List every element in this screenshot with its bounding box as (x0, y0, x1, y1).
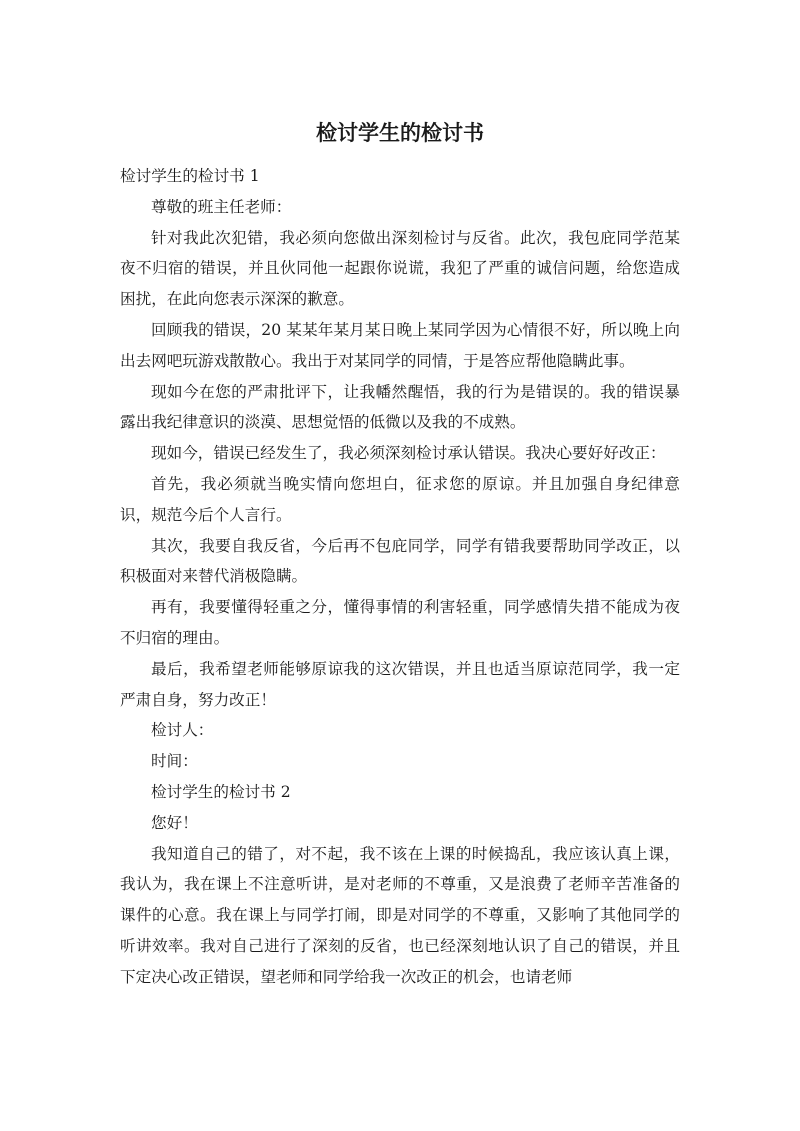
paragraph: 针对我此次犯错，我必须向您做出深刻检讨与反省。此次，我包庇同学范某夜不归宿的错误，并且伙同他一起跟你说谎，我犯了严重的诚信问题，给您造成困扰，在此向您表示深深的歉意。 (120, 228, 680, 309)
paragraph: 现如今，错误已经发生了，我必须深刻检讨承认错误。我决心要好好改正： (151, 444, 666, 463)
paragraph: 时间： (151, 752, 198, 771)
paragraph: 再有，我要懂得轻重之分，懂得事情的利害轻重，同学感情失措不能成为夜不归宿的理由。 (120, 598, 680, 647)
paragraph: 检讨人： (151, 721, 214, 740)
paragraph: 尊敬的班主任老师： (151, 197, 292, 216)
paragraph: 首先，我必须就当晚实情向您坦白，征求您的原谅。并且加强自身纪律意识，规范今后个人言行。 (120, 474, 680, 524)
document-body (120, 161, 680, 993)
paragraph: 其次，我要自我反省，今后再不包庇同学，同学有错我要帮助同学改正，以积极面对来替代消极隐瞒。 (120, 536, 680, 586)
paragraph: 最后，我希望老师能够原谅我的这次错误，并且也适当原谅范同学，我一定严肃自身，努力改正！ (120, 659, 680, 709)
document-title: 检讨学生的检讨书 (316, 121, 484, 145)
paragraph: 您好！ (151, 813, 198, 832)
paragraph: 我知道自己的错了，对不起，我不该在上课的时候捣乱，我应该认真上课，我认为，我在课上不注意听讲，是对老师的不尊重，又是浪费了老师辛苦准备的课件的心意。我在课上与同学打闹，即是对同学的不尊重，又影响了其他同学的听讲效率。我对自己进行了深刻的反省，也已经深刻地认识了自己的错误，并且下定决心改正错误，望老师和同学给我一次改正的机会，也请老师 (120, 844, 680, 986)
paragraph: 检讨学生的检讨书 2 (151, 782, 291, 801)
paragraph: 回顾我的错误，20 某某年某月某日晚上某同学因为心情很不好，所以晚上向出去网吧玩游戏散散心。我出于对某同学的同情，于是答应帮他隐瞒此事。 (120, 320, 680, 370)
paragraph: 检讨学生的检讨书 1 (120, 167, 260, 185)
paragraph: 现如今在您的严肃批评下，让我幡然醒悟，我的行为是错误的。我的错误暴露出我纪律意识的淡漠、思想觉悟的低微以及我的不成熟。 (120, 382, 680, 432)
